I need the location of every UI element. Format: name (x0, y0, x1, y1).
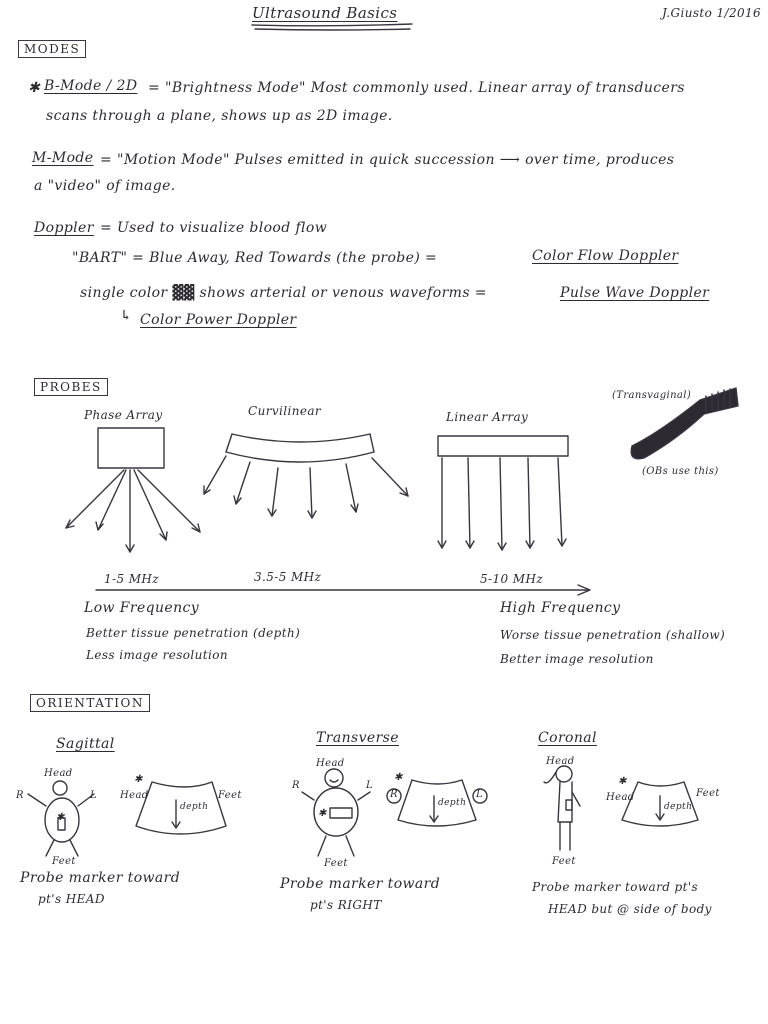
transverse-l-label: L (366, 780, 374, 791)
title-underline (252, 24, 412, 26)
doppler-definition: = Used to visualize blood flow (100, 220, 328, 236)
transverse-r-label: R (292, 780, 300, 791)
mmode-line-1: = "Motion Mode" Pulses emitted in quick succession ⟶ over time, produces (100, 152, 675, 168)
bmode-line-2: scans through a plane, shows up as 2D image. (46, 108, 393, 124)
high-frequency-line-1: Worse tissue penetration (shallow) (500, 628, 726, 642)
mmode-term: M-Mode (32, 150, 94, 166)
curvilinear-label: Curvilinear (248, 404, 322, 418)
transverse-title: Transverse (316, 730, 399, 746)
transvaginal-label: (Transvaginal) (612, 390, 692, 401)
page-title: Ultrasound Basics (252, 4, 398, 22)
transverse-feet-label: Feet (324, 858, 348, 869)
transverse-fan-marker-star: ✱ (394, 772, 403, 783)
coronal-fan-head-label: Head (606, 792, 635, 803)
sagittal-r-label: R (16, 790, 24, 801)
sagittal-fan-marker-star: ✱ (134, 774, 143, 785)
coronal-title: Coronal (538, 730, 597, 746)
transverse-depth-label: depth (438, 798, 467, 808)
transverse-head-label: Head (316, 758, 345, 769)
curvilinear-probe (204, 434, 408, 518)
sagittal-feet-label: Feet (52, 856, 76, 867)
transverse-fan-l-label: L (476, 789, 484, 800)
coronal-caption-2: HEAD but @ side of body (548, 902, 712, 916)
bmode-star: ✱ (28, 80, 41, 96)
author-date: J.Giusto 1/2016 (662, 6, 762, 20)
transverse-caption-2: pt's RIGHT (310, 898, 382, 912)
freq-mid-label: 3.5-5 MHz (254, 570, 322, 584)
title-underline-2 (255, 29, 410, 30)
single-color-line: single color ▓▓ shows arterial or venous waveforms = (80, 285, 487, 301)
pulse-wave-doppler: Pulse Wave Doppler (560, 285, 710, 301)
coronal-caption-1: Probe marker toward pt's (532, 880, 699, 894)
coronal-head-label: Head (546, 756, 575, 767)
bart-line: "BART" = Blue Away, Red Towards (the probe) = (72, 250, 438, 266)
sagittal-caption-1: Probe marker toward (20, 870, 181, 886)
sagittal-depth-label: depth (180, 802, 209, 812)
high-frequency-title: High Frequency (500, 600, 621, 616)
transverse-stick-figure (302, 769, 370, 856)
linear-array-label: Linear Array (446, 410, 529, 424)
orientation-heading: ORIENTATION (30, 694, 150, 712)
modes-heading: MODES (18, 40, 86, 58)
doppler-term: Doppler (34, 220, 94, 236)
branch-arrow: ↳ (120, 308, 133, 324)
freq-high-label: 5-10 MHz (480, 572, 544, 586)
sagittal-l-label: L (90, 790, 98, 801)
transverse-probe-marker-star: ✱ (318, 808, 327, 819)
transverse-fan-r-label: R (390, 789, 398, 800)
sagittal-caption-2: pt's HEAD (38, 892, 105, 906)
phase-array-label: Phase Array (84, 408, 163, 422)
coronal-fan-feet-label: Feet (696, 788, 720, 799)
transverse-fan-image (387, 780, 487, 826)
bmode-term: B-Mode / 2D (44, 78, 138, 94)
coronal-stick-figure (544, 766, 580, 850)
probes-heading: PROBES (34, 378, 108, 396)
color-flow-doppler: Color Flow Doppler (532, 248, 679, 264)
low-frequency-line-1: Better tissue penetration (depth) (86, 626, 301, 640)
color-power-doppler: Color Power Doppler (140, 312, 297, 328)
sagittal-probe-marker-star: ✱ (56, 812, 65, 823)
sagittal-fan-head-label: Head (120, 790, 149, 801)
obs-note: (OBs use this) (642, 466, 719, 477)
high-frequency-line-2: Better image resolution (500, 652, 654, 666)
phase-array-probe (66, 428, 200, 552)
low-frequency-line-2: Less image resolution (86, 648, 228, 662)
sagittal-fan-feet-label: Feet (218, 790, 242, 801)
mmode-line-2: a "video" of image. (34, 178, 176, 194)
linear-array-probe (438, 436, 568, 550)
coronal-depth-label: depth (664, 802, 693, 812)
sagittal-head-label: Head (44, 768, 73, 779)
coronal-fan-marker-star: ✱ (618, 776, 627, 787)
freq-low-label: 1-5 MHz (104, 572, 160, 586)
coronal-feet-label: Feet (552, 856, 576, 867)
sagittal-title: Sagittal (56, 736, 115, 752)
bmode-line-1: = "Brightness Mode" Most commonly used. Linear array of transducers (148, 80, 685, 96)
transverse-caption-1: Probe marker toward (280, 876, 441, 892)
low-frequency-title: Low Frequency (84, 600, 200, 616)
